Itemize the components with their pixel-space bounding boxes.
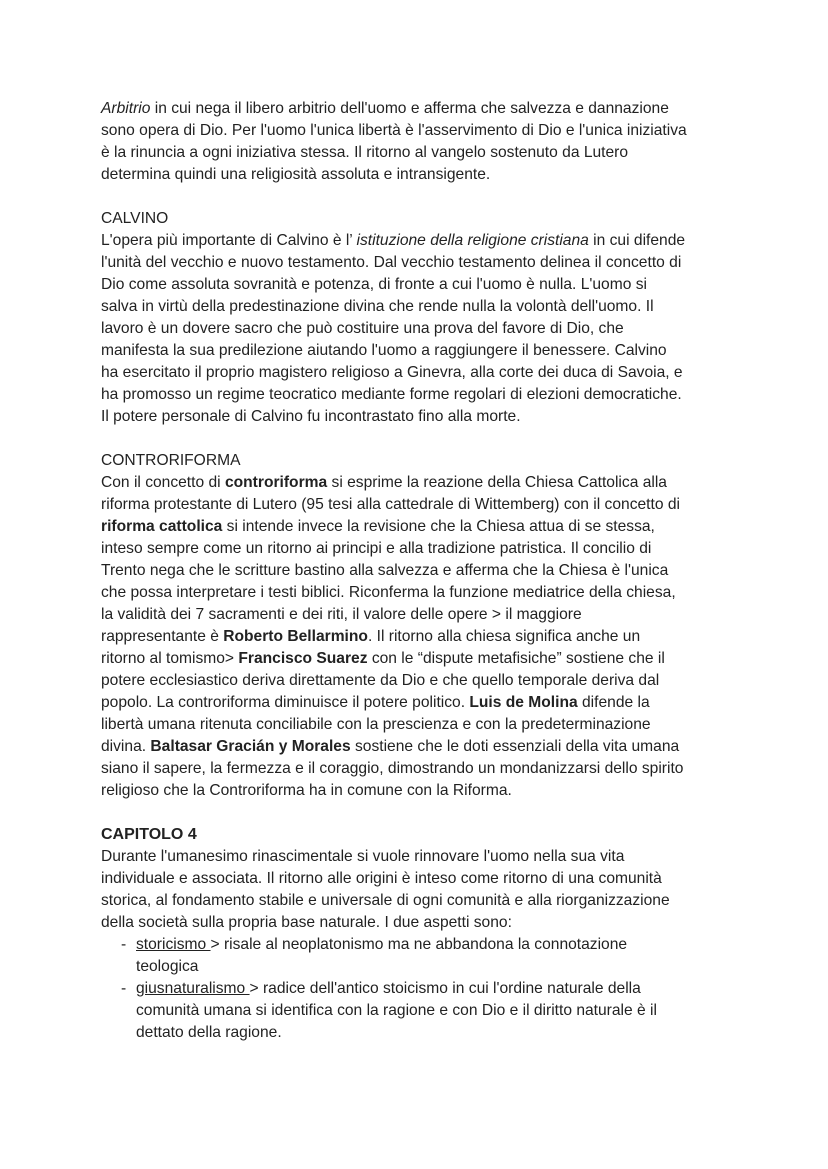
text-line (101, 98, 731, 120)
bold-name: Francisco Suarez (238, 650, 368, 667)
text-line: determina quindi una religiosità assoluta e intransigente. (101, 166, 491, 183)
text-span: in cui nega il libero arbitrio dell'uomo e afferma che salvezza e dannazione (150, 100, 669, 117)
text-line: è la rinuncia a ogni iniziativa stessa. Il ritorno al vangelo sostenuto da Lutero (101, 144, 629, 161)
text-span: con le “dispute metafisiche” sostiene che il (367, 650, 665, 667)
text-line: religioso che la Controriforma ha in comune con la Riforma. (101, 782, 512, 799)
text-line: potere ecclesiastico deriva direttamente da Dio e che quello temporale deriva dal (101, 672, 660, 689)
list-item (101, 934, 731, 978)
text-line: della società sulla propria base naturale. I due aspetti sono: (101, 914, 512, 931)
text-line: siano il sapere, la fermezza e il coraggio, dimostrando un mondanizzarsi dello spirito (101, 760, 684, 777)
text-line (101, 626, 731, 648)
text-line: l'unità del vecchio e nuovo testamento. Dal vecchio testamento delinea il concetto di (101, 254, 682, 271)
text-line: libertà umana ritenuta conciliabile con la prescienza e con la predeterminazione (101, 716, 651, 733)
bold-name: Luis de Molina (469, 694, 578, 711)
paragraph-gap (101, 802, 731, 824)
dash-bullet: - (121, 980, 127, 997)
text-span: sostiene che le doti essenziali della vita umana (350, 738, 680, 755)
text-line: Durante l'umanesimo rinascimentale si vuole rinnovare l'uomo nella sua vita (101, 848, 625, 865)
underlined-term: storicismo (136, 936, 211, 953)
bold-name: Baltasar Gracián y Morales (150, 738, 351, 755)
text-line: comunità umana si identifica con la ragione e con Dio e il diritto naturale è il (136, 1002, 657, 1019)
section-heading: CALVINO (101, 210, 169, 227)
text-line (101, 472, 731, 494)
text-span: . Il ritorno alla chiesa significa anche un (367, 628, 641, 645)
text-span: Con il concetto di (101, 474, 225, 491)
text-line: lavoro è un dovere sacro che può costituire una prova del favore di Dio, che (101, 320, 624, 337)
text-line (136, 934, 731, 956)
text-line: Trento nega che le scritture bastino alla salvezza e afferma che la Chiesa è l'unica (101, 562, 669, 579)
section-controriforma (101, 450, 731, 802)
list-item (101, 978, 731, 1044)
text-line (101, 692, 731, 714)
text-line: individuale e associata. Il ritorno alle origini è inteso come ritorno di una comunità (101, 870, 662, 887)
paragraph-gap (101, 428, 731, 450)
text-line: sono opera di Dio. Per l'uomo l'unica libertà è l'asservimento di Dio e l'unica iniziativa (101, 122, 687, 139)
text-span: in cui difende (588, 232, 686, 249)
text-line: storica, al fondamento stabile e universale di ogni comunità e alla riorganizzazione (101, 892, 670, 909)
text-line: inteso sempre come un ritorno ai principi e alla tradizione patristica. Il concilio di (101, 540, 652, 557)
text-line: dettato della ragione. (136, 1024, 282, 1041)
text-line: la validità dei 7 sacramenti e dei riti, il valore delle opere > il maggiore (101, 606, 582, 623)
text-span: difende la (577, 694, 650, 711)
intro-paragraph (101, 98, 731, 186)
text-line (101, 648, 731, 670)
text-span: rappresentante è (101, 628, 224, 645)
section-heading: CONTRORIFORMA (101, 452, 241, 469)
bullet-list (101, 934, 731, 1044)
document-page (101, 98, 731, 1044)
text-span: > radice dell'antico stoicismo in cui l'ordine naturale della (249, 980, 641, 997)
italic-term: Arbitrio (101, 100, 151, 117)
text-span: L'opera più importante di Calvino è l’ (101, 232, 357, 249)
text-line (136, 978, 731, 1000)
text-span: ritorno al tomismo> (101, 650, 239, 667)
text-line: che possa interpretare i testi biblici. Riconferma la funzione mediatrice della chiesa, (101, 584, 676, 601)
bold-term: riforma cattolica (101, 518, 223, 535)
text-line: ha esercitato il proprio magistero religioso a Ginevra, alla corte dei duca di Savoia, e (101, 364, 683, 381)
section-capitolo-4 (101, 824, 731, 1044)
text-span: si intende invece la revisione che la Chiesa attua di se stessa, (222, 518, 655, 535)
bold-name: Roberto Bellarmino (223, 628, 368, 645)
dash-bullet: - (121, 936, 127, 953)
text-line: salva in virtù della predestinazione divina che rende nulla la volontà dell'uomo. Il (101, 298, 654, 315)
italic-title: istituzione della religione cristiana (356, 232, 589, 249)
text-span: divina. (101, 738, 151, 755)
underlined-term: giusnaturalismo (136, 980, 250, 997)
text-line: manifesta la sua predilezione aiutando l'uomo a raggiungere il benessere. Calvino (101, 342, 667, 359)
text-line (101, 516, 731, 538)
text-line: Il potere personale di Calvino fu incontrastato fino alla morte. (101, 408, 521, 425)
chapter-heading: CAPITOLO 4 (101, 826, 197, 843)
text-line (101, 736, 731, 758)
text-span: si esprime la reazione della Chiesa Cattolica alla (327, 474, 667, 491)
paragraph-gap (101, 186, 731, 208)
bold-term: controriforma (224, 474, 328, 491)
text-line: ha promosso un regime teocratico mediante forme regolari di elezioni democratiche. (101, 386, 682, 403)
text-span: > risale al neoplatonismo ma ne abbandona la connotazione (210, 936, 628, 953)
text-line (101, 230, 731, 252)
text-line: riforma protestante di Lutero (95 tesi alla cattedrale di Wittemberg) con il concetto di (101, 496, 680, 513)
text-span: popolo. La controriforma diminuisce il potere politico. (101, 694, 470, 711)
text-line: Dio come assoluta sovranità e potenza, di fronte a cui l'uomo è nulla. L'uomo si (101, 276, 647, 293)
text-line: teologica (136, 958, 199, 975)
section-calvino (101, 208, 731, 428)
